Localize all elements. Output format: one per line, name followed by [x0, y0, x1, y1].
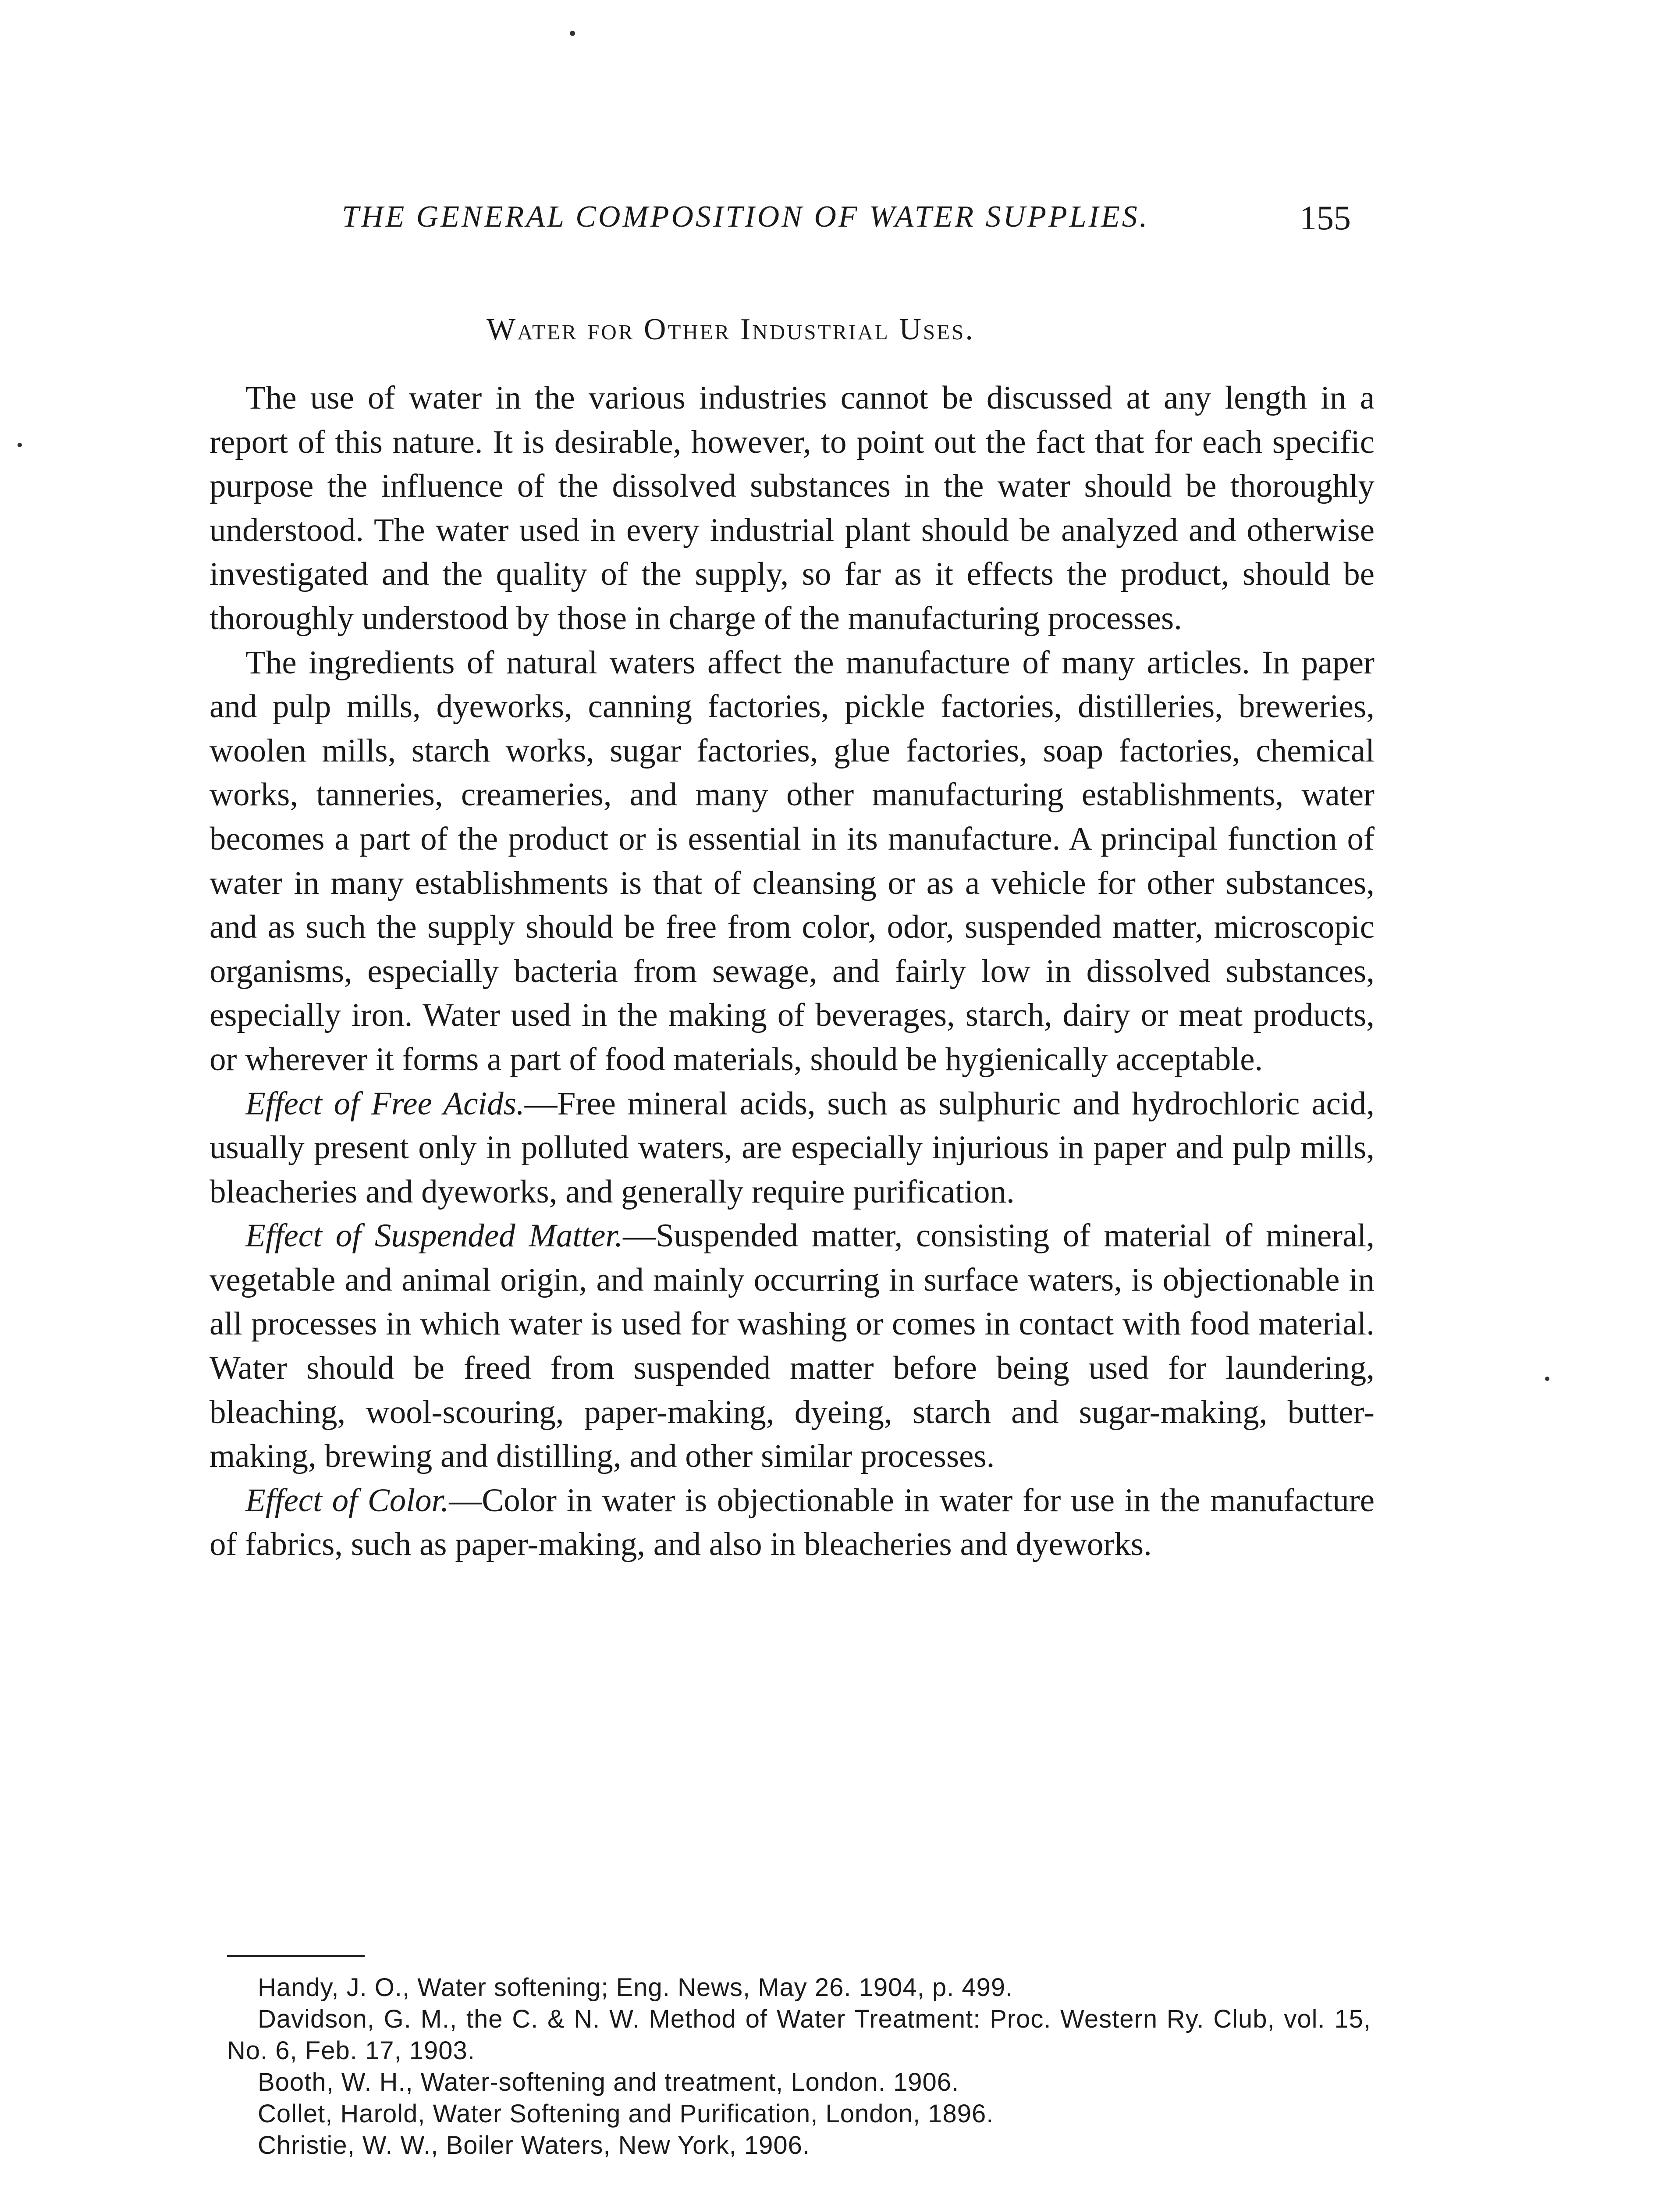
paragraph-title-suspended-matter: Effect of Suspended Matter.: [245, 1217, 623, 1254]
footnote-handy: Handy, J. O., Water softening; Eng. News, May 26. 1904, p. 499.: [258, 1973, 1013, 2002]
paragraph-suspended-matter-text: —Suspended matter, consisting of material of mineral, vegetable and animal origin, and mainly occurring in surface waters, is objectionable in all processes in which water is used for washing or comes in contact with food material. Water should be freed from suspended matter before being used for laundering, bleaching, wool-scouring, paper-making, dyeing, starch and sugar-making, butter-making, brewing and distilling, and other similar processes.: [210, 1217, 1375, 1475]
footnote-davidson: Davidson, G. M., the C. & N. W. Method of Water Treatment: Proc. Western Ry. Club, vol. 15, No. 6, Feb. 17, 1903.: [227, 2005, 1371, 2065]
scan-speck: [570, 31, 575, 36]
footnote-christie: Christie, W. W., Boiler Waters, New York, 1906.: [258, 2131, 810, 2160]
paragraph-free-acids-text: —Free mineral acids, such as sulphuric and hydrochloric acid, usually present only in polluted waters, are especially injurious in paper and pulp mills, bleacheries and dyeworks, and generally require purification.: [210, 1085, 1375, 1210]
footnote-divider: [227, 1955, 365, 1957]
footnote-collet: Collet, Harold, Water Softening and Purification, London, 1896.: [258, 2099, 994, 2128]
footnotes: [227, 1972, 1371, 2161]
paragraph-title-free-acids: Effect of Free Acids.: [245, 1085, 525, 1122]
page-number: 155: [1300, 199, 1351, 237]
paragraph-ingredients: The ingredients of natural waters affect the manufacture of many articles. In paper and pulp mills, dyeworks, canning factories, pickle factories, distilleries, breweries, woolen mills, starch works, sugar factories, glue factories, soap factories, chemical works, tanneries, creameries, and many other manufacturing establishments, water becomes a part of the product or is essential in its manufacture. A principal function of water in many establishments is that of cleansing or as a vehicle for other substances, and as such the supply should be free from color, odor, suspended matter, microscopic organisms, especially bacteria from sewage, and fairly low in dissolved substances, especially iron. Water used in the making of beverages, starch, dairy or meat products, or wherever it forms a part of food materials, should be hygienically acceptable.: [210, 644, 1375, 1078]
paragraph-color-text: —Color in water is objectionable in water for use in the manufacture of fabrics, such as paper-making, and also in bleacheries and dyeworks.: [210, 1482, 1375, 1563]
scan-speck: [1545, 1377, 1549, 1381]
paragraph-free-acids: [210, 1082, 1375, 1214]
paragraph-intro: The use of water in the various industries cannot be discussed at any length in a report of this nature. It is desirable, however, to point out the fact that for each specific purpose the influence of the dissolved substances in the water should be thoroughly understood. The water used in every industrial plant should be analyzed and otherwise investigated and the quality of the supply, so far as it effects the product, should be thoroughly understood by those in charge of the manufacturing processes.: [210, 380, 1375, 637]
running-header: THE GENERAL COMPOSITION OF WATER SUPPLIES.: [342, 200, 1150, 234]
section-heading: Water for Other Industrial Uses.: [487, 313, 975, 346]
scan-speck: [18, 443, 22, 447]
paragraph-title-color: Effect of Color.: [245, 1482, 449, 1519]
footnote-booth: Booth, W. H., Water-softening and treatment, London. 1906.: [258, 2068, 959, 2096]
paragraph-color: [210, 1479, 1375, 1567]
body-text: [210, 376, 1375, 1567]
paragraph-suspended-matter: [210, 1214, 1375, 1479]
